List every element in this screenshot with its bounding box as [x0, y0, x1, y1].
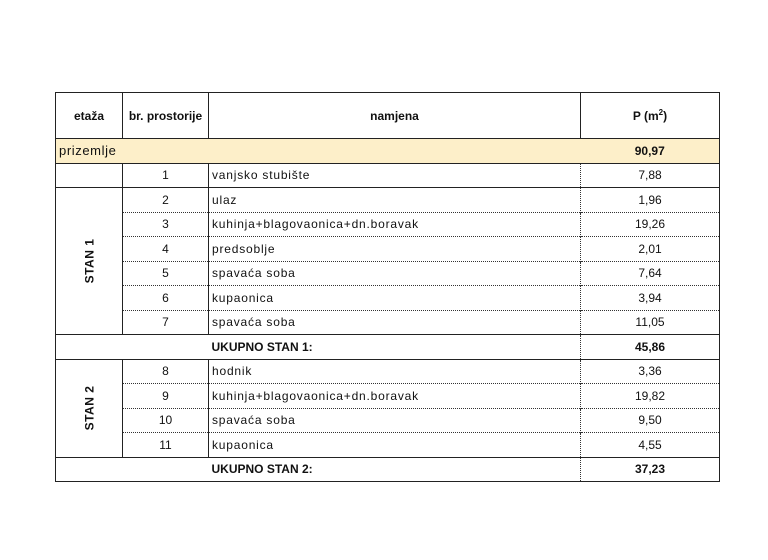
- empty-floor-cell: [56, 163, 123, 188]
- room-purpose: vanjsko stubište: [209, 163, 581, 188]
- room-purpose: kuhinja+blagovaonica+dn.boravak: [209, 384, 581, 409]
- header-etaza: etaža: [56, 93, 123, 139]
- room-number: 4: [123, 237, 209, 262]
- room-purpose: hodnik: [209, 359, 581, 384]
- table-row: [56, 433, 720, 458]
- room-purpose: spavaća soba: [209, 310, 581, 335]
- room-area: 3,94: [581, 286, 720, 311]
- floor-label: prizemlje: [56, 139, 581, 164]
- room-number: 6: [123, 286, 209, 311]
- stan1-label-cell: [56, 188, 123, 335]
- stan2-total-row: [56, 457, 720, 482]
- room-number: 10: [123, 408, 209, 433]
- header-br-prostorije: br. prostorije: [123, 93, 209, 139]
- room-number: 9: [123, 384, 209, 409]
- room-area: 7,64: [581, 261, 720, 286]
- room-area: 4,55: [581, 433, 720, 458]
- stan2-label-cell: [56, 359, 123, 457]
- stan1-total-spacer: [56, 335, 209, 360]
- room-area: 9,50: [581, 408, 720, 433]
- room-area: 11,05: [581, 310, 720, 335]
- room-purpose: ulaz: [209, 188, 581, 213]
- room-area: 19,26: [581, 212, 720, 237]
- table-row: [56, 163, 720, 188]
- stan1-total-label: UKUPNO STAN 1:: [209, 335, 581, 360]
- room-purpose: spavaća soba: [209, 261, 581, 286]
- room-number: 1: [123, 163, 209, 188]
- stan2-total-area: 37,23: [581, 457, 720, 482]
- room-area-table: [55, 92, 720, 482]
- room-purpose: spavaća soba: [209, 408, 581, 433]
- room-purpose: kupaonica: [209, 286, 581, 311]
- table-row: [56, 310, 720, 335]
- floor-row: [56, 139, 720, 164]
- room-area: 3,36: [581, 359, 720, 384]
- table-row: [56, 408, 720, 433]
- table-header-row: [56, 93, 720, 139]
- room-area: 7,88: [581, 163, 720, 188]
- room-purpose: kupaonica: [209, 433, 581, 458]
- room-area: 1,96: [581, 188, 720, 213]
- stan1-total-area: 45,86: [581, 335, 720, 360]
- table-row: [56, 237, 720, 262]
- table-row: [56, 384, 720, 409]
- room-number: 3: [123, 212, 209, 237]
- table-row: [56, 359, 720, 384]
- header-p-label: P (m: [632, 109, 659, 123]
- room-area: 19,82: [581, 384, 720, 409]
- room-number: 8: [123, 359, 209, 384]
- room-area: 2,01: [581, 237, 720, 262]
- header-p-superscript: 2: [658, 108, 664, 117]
- header-namjena: namjena: [209, 93, 581, 139]
- table-row: [56, 188, 720, 213]
- room-number: 7: [123, 310, 209, 335]
- header-p-close: ): [663, 109, 668, 123]
- table-row: [56, 261, 720, 286]
- stan1-label: STAN 1: [81, 238, 96, 284]
- stan2-total-spacer: [56, 457, 209, 482]
- floor-area: 90,97: [581, 139, 720, 164]
- room-number: 11: [123, 433, 209, 458]
- room-purpose: predsoblje: [209, 237, 581, 262]
- stan2-label: STAN 2: [81, 385, 96, 431]
- table-row: [56, 212, 720, 237]
- stan1-total-row: [56, 335, 720, 360]
- header-p-m2: [581, 93, 720, 139]
- stan2-total-label: UKUPNO STAN 2:: [209, 457, 581, 482]
- room-purpose: kuhinja+blagovaonica+dn.boravak: [209, 212, 581, 237]
- room-number: 5: [123, 261, 209, 286]
- table-row: [56, 286, 720, 311]
- room-number: 2: [123, 188, 209, 213]
